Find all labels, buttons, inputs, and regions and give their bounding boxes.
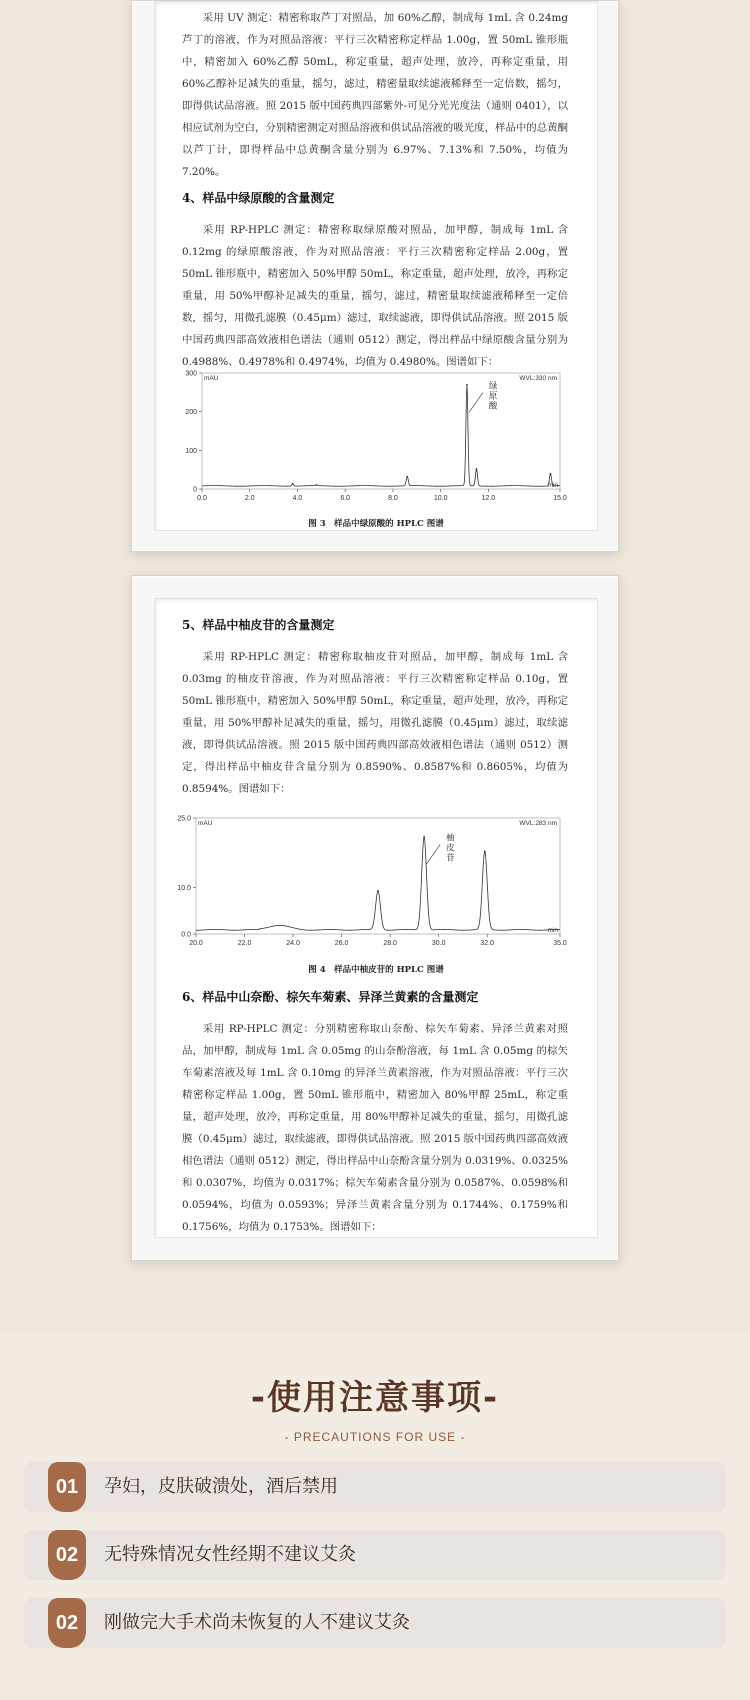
- peak-annotation-label: 酸: [488, 400, 498, 411]
- document-frame-1: [131, 0, 619, 552]
- x-tick-label: 22.0: [237, 940, 252, 947]
- figure-4-caption: 图 4 样品中柚皮苷的 HPLC 图谱: [308, 965, 444, 975]
- annotation-arrow: [426, 845, 440, 865]
- peak-point: [316, 484, 318, 486]
- heading-kaempferol: 6、样品中山奈酚、棕矢车菊素、异泽兰黄素的含量测定: [182, 990, 479, 1004]
- detector-label: WVL:330 nm: [519, 375, 557, 382]
- peak-point: [550, 473, 552, 475]
- paragraph-naringin: 采用 RP-HPLC 测定：精密称取柚皮苷对照品，加甲醇，制成每 1mL 含 0.03mg 的柚皮苷溶液，作为对照品溶液：平行三次精密称定样品 0.10g，置 50mL 锥形瓶中，精密加入 50%甲醇 50mL，称定重量，超声处理，放冷，再称定重量，用 50%甲醇补足减失的重量，摇匀，用微孔滤膜（0.45μm）滤过，取续滤液，即得供试品溶液。照 2015 版中国药典四部高效液相色谱法（通则 0512）测定，得出样品中柚皮苷含量分别为 0.8590%、0.8587%和 0.8605%，均值为 0.8594%。图谱如下：: [182, 651, 568, 795]
- plot-frame: [196, 818, 560, 934]
- y-tick-label: 100: [185, 447, 197, 455]
- peak-annotation-label: 苷: [446, 852, 455, 863]
- x-unit-label: min: [547, 927, 558, 934]
- peak-point: [423, 836, 425, 838]
- peak-annotation-label: 柚: [446, 832, 455, 843]
- heading-naringin: 5、样品中柚皮苷的含量测定: [182, 618, 335, 632]
- x-tick-label: 24.0: [286, 940, 300, 947]
- x-tick-label: 0.0: [197, 495, 207, 502]
- y-tick-label: 300: [185, 370, 197, 378]
- peak-point: [484, 851, 486, 853]
- x-unit-label: min: [547, 482, 558, 489]
- precaution-item: [24, 1462, 726, 1512]
- document-frame-2: [131, 575, 619, 1261]
- annotation-arrow: [469, 393, 483, 413]
- x-tick-label: 4.0: [292, 495, 303, 502]
- y-tick-label: 10.0: [177, 885, 191, 893]
- plot-frame: [202, 373, 560, 489]
- x-tick-label: 8.0: [388, 495, 398, 502]
- peak-point: [406, 476, 408, 478]
- precaution-number: 01: [48, 1462, 86, 1512]
- hplc-chart-naringin: [154, 806, 598, 956]
- x-tick-label: 26.0: [334, 940, 349, 947]
- x-tick-label: 12.0: [481, 495, 496, 502]
- y-unit-label: mAU: [204, 375, 219, 382]
- x-tick-label: 6.0: [340, 495, 351, 502]
- precaution-number: 02: [48, 1598, 86, 1648]
- precaution-text: 孕妇，皮肤破溃处，酒后禁用: [104, 1476, 338, 1497]
- y-tick-label: 200: [185, 409, 197, 417]
- peak-point: [292, 483, 294, 485]
- precautions-title: -使用注意事项-: [250, 1378, 500, 1418]
- y-tick-label: 0: [193, 486, 197, 494]
- peak-annotation-label: 绿: [488, 380, 498, 391]
- heading-chlorogenic-acid: 4、样品中绿原酸的含量测定: [182, 191, 335, 205]
- x-tick-label: 30.0: [431, 940, 446, 947]
- x-tick-label: 32.0: [480, 940, 495, 947]
- y-tick-label: 0.0: [181, 931, 191, 939]
- x-tick-label: 15.0: [553, 495, 567, 502]
- document-page-1: [154, 1, 598, 531]
- detector-label: WVL:283 nm: [519, 820, 557, 827]
- x-tick-label: 10.0: [433, 495, 448, 502]
- paragraph-kaempferol: 采用 RP-HPLC 测定：分别精密称取山奈酚、棕矢车菊素、异泽兰黄素对照品，加甲醇，制成每 1mL 含 0.05mg 的山奈酚溶液，每 1mL 含 0.05mg 的棕矢车菊素溶液及每 1mL 含 0.10mg 的异泽兰黄素溶液，作为对照品溶液：平行三次精密称定样品 1.00g，置 50mL 锥形瓶中，精密加入 80%甲醇 25mL，称定重量，超声处理，放冷，再称定重量，用 80%甲醇补足减失的重量，摇匀，用微孔滤膜（0.45μm）滤过，取续滤液，即得供试品溶液。照 2015 版中国药典四部高效液相色谱法（通则 0512）测定，得出样品中山奈酚含量分别为 0.0319%、0.0325%和 0.0307%，均值为 0.0317%；棕矢车菊素含量分别为 0.0587%、0.0598%和 0.0594%，均值为 0.0593%；异泽兰黄素含量分别为 0.1744%、0.1759%和 0.1756%，均值为 0.1753%。图谱如下：: [182, 1023, 568, 1233]
- precaution-number: 02: [48, 1530, 86, 1580]
- precaution-text: 刚做完大手术尚未恢复的人不建议艾灸: [104, 1612, 410, 1633]
- y-tick-label: 25.0: [177, 815, 191, 823]
- paragraph-total-flavonoids: 采用 UV 测定：精密称取芦丁对照品，加 60%乙醇，制成每 1mL 含 0.24mg 芦丁的溶液，作为对照品溶液：平行三次精密称定样品 1.00g，置 50mL 锥形瓶中，精密加入 60%乙醇 50mL，称定重量，超声处理，放冷，再称定重量，用 60%乙醇补足减失的重量，摇匀，滤过，精密量取续滤液稀释至一定倍数，摇匀，即得供试品溶液。照 2015 版中国药典四部紫外-可见分光光度法（通则 0401），以相应试剂为空白，分别精密测定对照品溶液和供试品溶液的吸光度，样品中的总黄酮以芦丁计，即得样品中总黄酮含量分别为 6.97%、7.13%和 7.50%，均值为 7.20%。: [182, 12, 568, 178]
- x-tick-label: 2.0: [244, 495, 255, 502]
- precaution-text: 无特殊情况女性经期不建议艾灸: [104, 1544, 356, 1565]
- figure-3-caption: 图 3 样品中绿原酸的 HPLC 图谱: [308, 519, 444, 529]
- peak-point: [377, 890, 379, 892]
- chromatogram-trace: [196, 837, 560, 930]
- x-tick-label: 35.0: [553, 940, 567, 947]
- peak-annotation-label: 原: [488, 390, 498, 401]
- x-tick-label: 28.0: [383, 940, 397, 947]
- precaution-item: [24, 1598, 726, 1648]
- x-tick-label: 20.0: [189, 940, 203, 947]
- precautions-subtitle: - PRECAUTIONS FOR USE -: [284, 1430, 466, 1444]
- hplc-chart-chlorogenic-acid: [154, 361, 598, 511]
- peak-annotation-label: 皮: [446, 842, 455, 853]
- chromatogram-trace: [202, 384, 560, 486]
- peak-point: [476, 468, 478, 470]
- precaution-item: [24, 1530, 726, 1580]
- peak-point: [466, 384, 468, 386]
- paragraph-chlorogenic-acid: 采用 RP-HPLC 测定：精密称取绿原酸对照品，加甲醇，制成每 1mL 含 0.12mg 的绿原酸溶液，作为对照品溶液：平行三次精密称定样品 2.00g，置 50mL 锥形瓶中，精密加入 50%甲醇 50mL，称定重量，超声处理，放冷，再称定重量，用 50%甲醇补足减失的重量，摇匀，滤过，精密量取续滤液稀释至一定倍数，摇匀，用微孔滤膜（0.45μm）滤过，取续滤液，即得供试品溶液。照 2015 版中国药典四部高效液相色谱法（通则 0512）测定，得出样品中绿原酸含量分别为 0.4988%、0.4978%和 0.4974%，均值为 0.4980%。图谱如下：: [182, 224, 568, 368]
- y-unit-label: mAU: [198, 820, 213, 827]
- document-page-2: [154, 598, 598, 1238]
